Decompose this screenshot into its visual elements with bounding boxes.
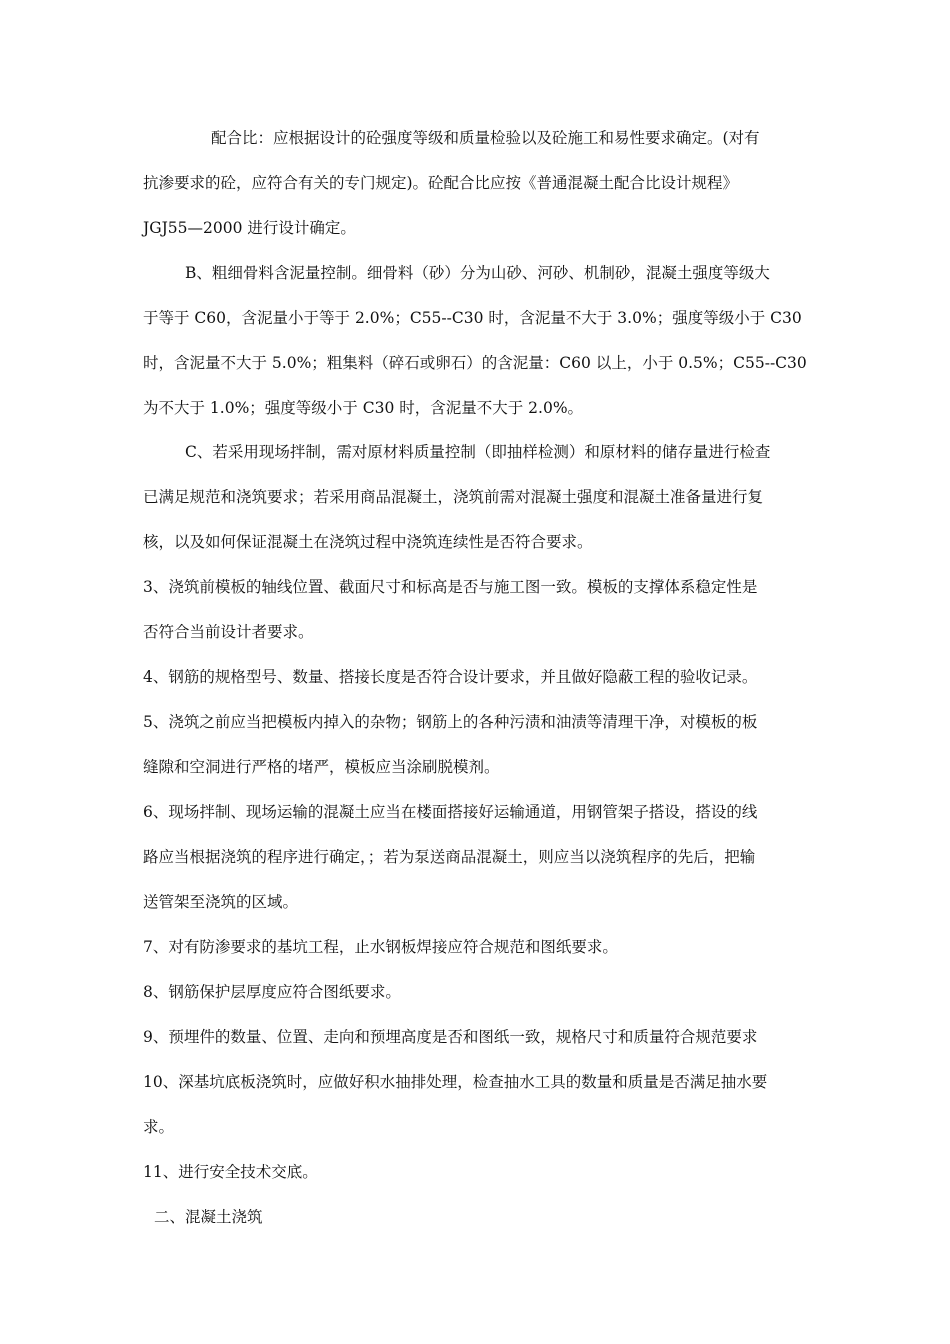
text-line: 配合比：应根据设计的砼强度等级和质量检验以及砼施工和易性要求确定。(对有: [180, 129, 760, 147]
text-line: 7、对有防渗要求的基坑工程，止水钢板焊接应符合规范和图纸要求。: [143, 938, 618, 956]
text-line: 11、进行安全技术交底。: [143, 1163, 318, 1181]
text-line: 10、深基坑底板浇筑时，应做好积水抽排处理，检查抽水工具的数量和质量是否满足抽水要: [143, 1073, 768, 1091]
text-line: 送管架至浇筑的区域。: [143, 893, 299, 911]
text-line: JGJ55—2000 进行设计确定。: [143, 219, 356, 237]
text-line: 缝隙和空洞进行严格的堵严，模板应当涂刷脱模剂。: [143, 758, 500, 776]
text-line: 9、预埋件的数量、位置、走向和预埋高度是否和图纸一致，规格尺寸和质量符合规范要求: [143, 1028, 758, 1046]
text-line: 核，以及如何保证混凝土在浇筑过程中浇筑连续性是否符合要求。: [143, 533, 593, 551]
text-line: 时，含泥量不大于 5.0%；粗集料（碎石或卵石）的含泥量：C60 以上，小于 0.5%；C55--C30: [143, 354, 807, 372]
text-line: 路应当根据浇筑的程序进行确定，；若为泵送商品混凝土，则应当以浇筑程序的先后，把输: [143, 848, 756, 866]
section-heading: 二、混凝土浇筑: [154, 1208, 263, 1226]
text-line: 抗渗要求的砼，应符合有关的专门规定)。砼配合比应按《普通混凝土配合比设计规程》: [143, 174, 739, 192]
text-line: 6、现场拌制、现场运输的混凝土应当在楼面搭接好运输通道，用钢管架子搭设，搭设的线: [143, 803, 758, 821]
text-line: C、若采用现场拌制，需对原材料质量控制（即抽样检测）和原材料的储存量进行检查: [154, 443, 771, 461]
text-line: 5、浇筑之前应当把模板内掉入的杂物；钢筋上的各种污渍和油渍等清理干净，对模板的板: [143, 713, 758, 731]
text-line: 4、钢筋的规格型号、数量、搭接长度是否符合设计要求，并且做好隐蔽工程的验收记录。: [143, 668, 758, 686]
text-line: 已满足规范和浇筑要求；若采用商品混凝土，浇筑前需对混凝土强度和混凝土准备量进行复: [143, 488, 764, 506]
text-line: 求。: [143, 1118, 175, 1136]
text-line: B、粗细骨料含泥量控制。细骨料（砂）分为山砂、河砂、机制砂，混凝土强度等级大: [154, 264, 770, 282]
text-line: 于等于 C60，含泥量小于等于 2.0%；C55--C30 时，含泥量不大于 3.0%；强度等级小于 C30: [143, 309, 802, 327]
text-line: 否符合当前设计者要求。: [143, 623, 314, 641]
text-line: 3、浇筑前模板的轴线位置、截面尺寸和标高是否与施工图一致。模板的支撑体系稳定性是: [143, 578, 758, 596]
text-line: 8、钢筋保护层厚度应符合图纸要求。: [143, 983, 401, 1001]
text-line: 为不大于 1.0%；强度等级小于 C30 时，含泥量不大于 2.0%。: [143, 399, 584, 417]
